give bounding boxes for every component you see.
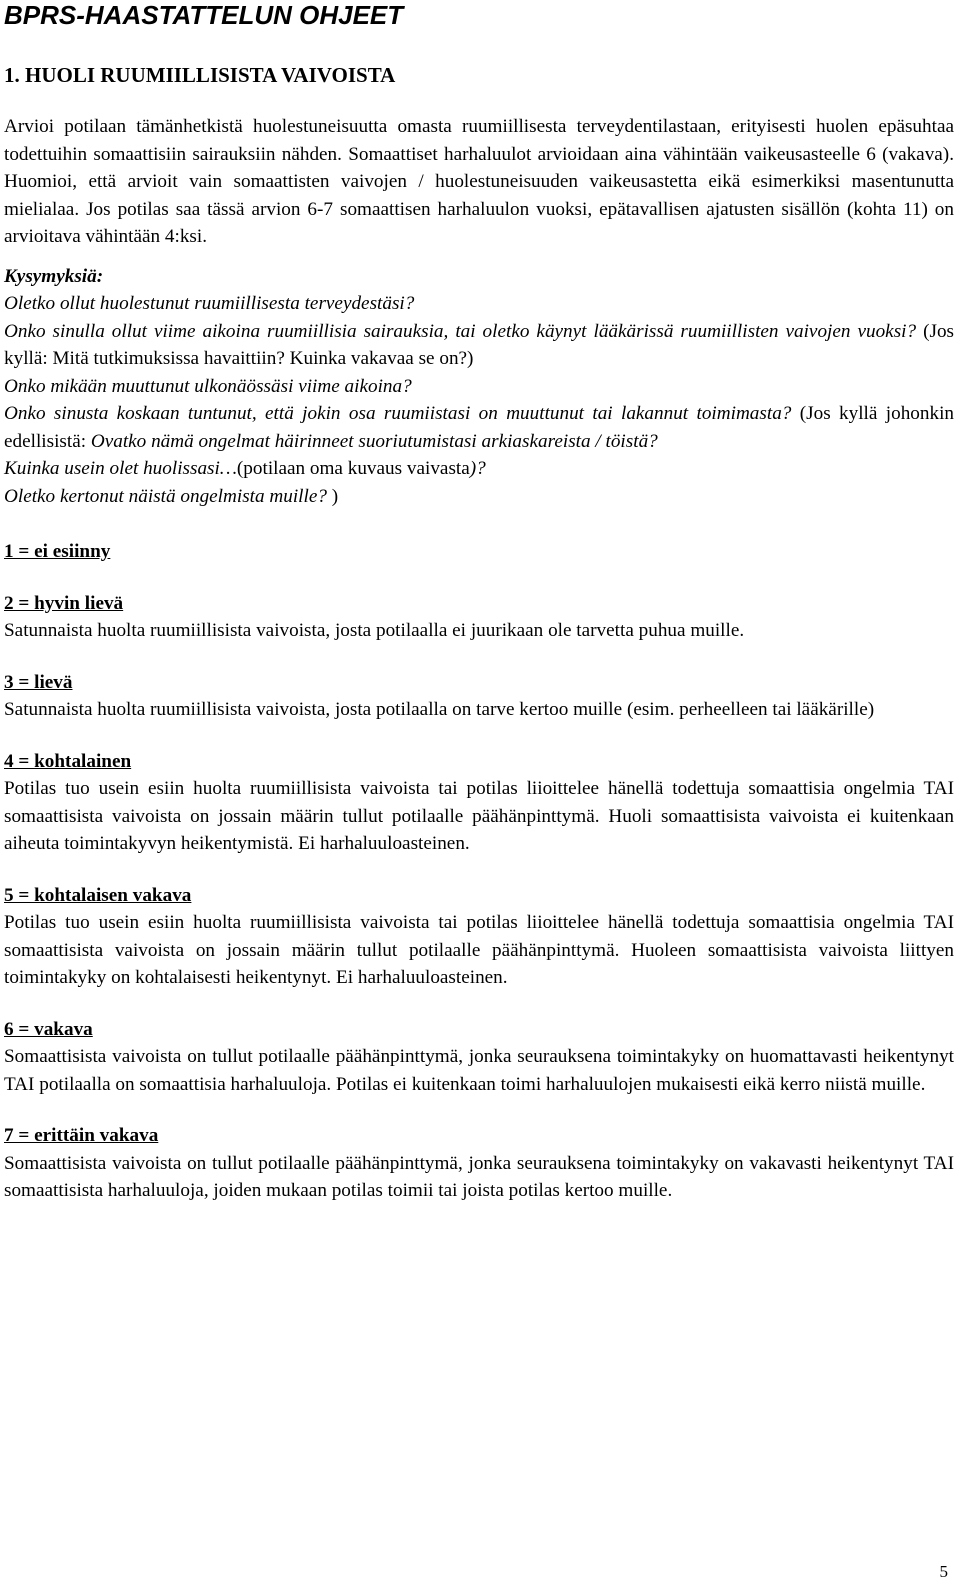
question-5 <box>4 455 954 483</box>
question-4-main: Onko sinusta koskaan tuntunut, että jokin osa ruumiistasi on muuttunut tai lakannut toimimasta? <box>4 403 792 424</box>
question-5-end: )? <box>469 458 486 479</box>
question-3: Onko mikään muuttunut ulkonäössäsi viime aikoina? <box>4 375 412 397</box>
page-number: 5 <box>939 1562 948 1581</box>
document-page <box>4 0 954 1205</box>
rating-4 <box>4 748 954 858</box>
rating-description: Potilas tuo usein esiin huolta ruumiillisista vaivoista tai potilas liioittelee hänellä todettuja somaattisia ongelmia TAI somaattisista vaivoista on jossain määrin tullut potilaalle päähänpinttymä. Huoli somaattisista vaivoista ei kuitenkaan aiheuta toimintakyvyn heikentymistä. Ei harhaluuloasteinen. <box>4 778 954 854</box>
rating-label: 2 = hyvin lievä <box>4 592 124 614</box>
rating-7 <box>4 1122 954 1205</box>
question-6-main: Oletko kertonut näistä ongelmista muille? <box>4 485 327 507</box>
question-2 <box>4 318 954 373</box>
rating-1 <box>4 538 954 566</box>
question-4 <box>4 400 954 455</box>
rating-label: 5 = kohtalaisen vakava <box>4 884 192 906</box>
section-heading: 1. HUOLI RUUMIILLISISTA VAIVOISTA <box>4 63 396 87</box>
rating-description: Somaattisista vaivoista on tullut potilaalle päähänpinttymä, jonka seurauksena toimintakyky on vakavasti heikentynyt TAI somaattisista harhaluuloja, joiden mukaan potilas toimii tai joista potilas kertoo muille. <box>4 1152 954 1201</box>
document-title: BPRS-HAASTATTELUN OHJEET <box>4 0 404 30</box>
question-1: Oletko ollut huolestunut ruumiillisesta terveydestäsi? <box>4 293 415 314</box>
questions-block <box>4 263 954 511</box>
rating-3 <box>4 669 954 724</box>
rating-label: 4 = kohtalainen <box>4 750 132 772</box>
rating-description: Satunnaista huolta ruumiillisista vaivoista, josta potilaalla ei juurikaan ole tarvetta puhua muille. <box>4 620 745 641</box>
rating-label: 6 = vakava <box>4 1018 93 1040</box>
question-5-note: (potilaan oma kuvaus vaivasta <box>236 458 470 479</box>
rating-2 <box>4 590 954 645</box>
question-4-followup: Ovatko nämä ongelmat häirinneet suoriutumistasi arkiaskareista / töistä? <box>90 430 658 452</box>
rating-description: Satunnaista huolta ruumiillisista vaivoista, josta potilaalla on tarve kertoo muille (esim. perheelleen tai lääkärille) <box>4 699 875 720</box>
questions-heading: Kysymyksiä: <box>4 265 104 287</box>
question-2-followup: (Jos kyllä: Mitä tutkimuksissa havaittiin? Kuinka vakavaa se on?) <box>4 320 955 369</box>
rating-5 <box>4 882 954 992</box>
rating-description: Somaattisista vaivoista on tullut potilaalle päähänpinttymä, jonka seurauksena toimintakyky on huomattavasti heikentynyt TAI potilaalla on somaattisia harhaluuloja. Potilas ei kuitenkaan toimi harhaluulojen mukaisesti eikä kerro niistä muille. <box>4 1046 954 1095</box>
question-6-end: ) <box>326 485 339 507</box>
rating-6 <box>4 1016 954 1099</box>
rating-label: 3 = lievä <box>4 671 73 693</box>
section-intro: Arvioi potilaan tämänhetkistä huolestuneisuutta omasta ruumiillisesta terveydentilastaan, erityisesti huolen epäsuhtaa todettuihin somaattisiin sairauksiin nähden. Somaattiset harhaluulot arvioidaan aina vähintään vaikeusasteelle 6 (vakava). Huomioi, että arvioit vain somaattisten vaivojen / huolestuneisuuden vaikeusastetta eikä esimerkiksi masentunutta mielialaa. Jos potilas saa tässä arvion 6-7 somaattisen harhaluulon vuoksi, epätavallisen ajatusten sisällön (kohta 11) on arvioitava vähintään 4:ksi. <box>4 116 954 247</box>
question-4-followup-intro: (Jos kyllä johonkin edellisistä: <box>4 403 954 452</box>
rating-label: 7 = erittäin vakava <box>4 1125 159 1146</box>
rating-description: Potilas tuo usein esiin huolta ruumiillisista vaivoista tai potilas liioittelee hänellä todettuja somaattisia ongelmia TAI somaattisista vaivoista on jossain määrin tullut potilaalle päähänpinttymä. Huoleen somaattisista vaivoista liittyen toimintakyky on kohtalaisesti heikentynyt. Ei harhaluuloasteinen. <box>4 912 954 988</box>
question-5-main: Kuinka usein olet huolissasi… <box>4 458 237 479</box>
question-6 <box>4 483 954 511</box>
rating-label: 1 = ei esiinny <box>4 541 111 562</box>
question-2-main: Onko sinulla ollut viime aikoina ruumiillisia sairauksia, tai oletko käynyt lääkärissä ruumiillisten vaivojen vuoksi? <box>4 320 917 342</box>
